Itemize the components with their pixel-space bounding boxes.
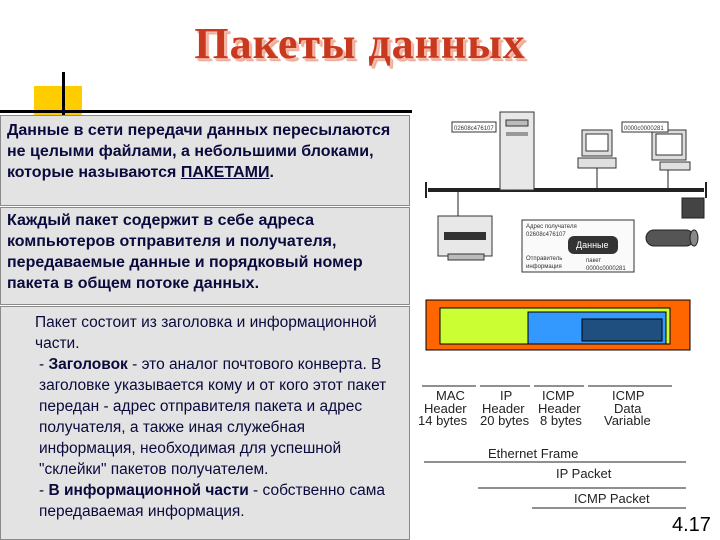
- box3-line1: Пакет состоит из заголовка и информационной части.: [35, 314, 377, 352]
- text-box-packet-structure: [0, 306, 410, 540]
- icmp-packet-label: ICMP Packet: [574, 491, 650, 506]
- envelope-data-text: Данные: [576, 240, 609, 250]
- text-box-packets-definition: [0, 115, 410, 206]
- header-text: - это аналог почтового конверта. В заголовке указывается кому и от кого этот пакет передан - адрес отправителя пакета и адрес получателя, а также иная служебная информация, необходимая для успешной "склейки" пакетов получателем.: [39, 356, 387, 478]
- envelope-line: пакет: [586, 258, 602, 264]
- field-ip-size: 20 bytes: [480, 413, 530, 428]
- ethernet-frame-label: Ethernet Frame: [488, 446, 579, 461]
- box1-text: Данные в сети передачи данных пересылаются не целыми файлами, а небольшими блоками, которые называются: [7, 122, 391, 181]
- packet-inner-block: [582, 319, 662, 341]
- field-icmp-header-size: 8 bytes: [540, 413, 582, 428]
- info-prefix: -: [39, 482, 49, 499]
- field-ip-name: IP: [500, 388, 513, 403]
- packet-structure-diagram: [418, 298, 718, 518]
- field-icmp-data-sub: Data: [614, 401, 642, 416]
- envelope-line: 02608c476107: [526, 232, 566, 238]
- box3-header-part: [35, 354, 399, 480]
- network-diagram: [418, 90, 714, 290]
- info-text: - собственно сама передаваемая информация.: [39, 482, 385, 520]
- address-right-text: 0000c0000281: [624, 126, 664, 132]
- field-icmp-header-name: ICMP: [542, 388, 575, 403]
- printer-icon: [438, 192, 492, 260]
- computer-icon-2: [652, 130, 704, 218]
- address-left-text: 02608c476107: [454, 126, 494, 132]
- envelope-line: 0000c0000281: [586, 266, 626, 272]
- envelope-line: Отправитель: [526, 256, 563, 262]
- header-keyword: Заголовок: [48, 356, 128, 373]
- field-icmp-data-size: Variable: [604, 413, 651, 428]
- field-icmp-data-name: ICMP: [612, 388, 645, 403]
- box1-keyword: ПАКЕТАМИ: [180, 164, 270, 181]
- page-title: Пакеты данных: [194, 19, 526, 68]
- title-divider: [0, 110, 412, 113]
- cable-roll-icon: [646, 230, 698, 246]
- server-tower-icon: [500, 112, 534, 192]
- computer-icon: [578, 130, 616, 188]
- envelope-line: информация: [526, 264, 562, 270]
- network-bus-line: [428, 188, 704, 192]
- field-icmp-header-sub: Header: [538, 401, 581, 416]
- ip-packet-label: IP Packet: [556, 466, 612, 481]
- text-box-packet-contents: [0, 207, 410, 305]
- header-prefix: -: [39, 356, 49, 373]
- field-mac-name: MAC: [436, 388, 465, 403]
- field-ip-sub: Header: [482, 401, 525, 416]
- envelope-line: Адрес получателя: [526, 224, 577, 230]
- field-mac-size: 14 bytes: [418, 413, 468, 428]
- box2-text: Каждый пакет содержит в себе адреса компьютеров отправителя и получателя, передаваемые данные и порядковый номер пакета в общем потоке данных.: [7, 212, 363, 292]
- packet-envelope-icon: [522, 220, 634, 272]
- box1-period: .: [269, 164, 274, 181]
- field-mac-sub: Header: [424, 401, 467, 416]
- info-keyword: В информационной части: [48, 482, 249, 499]
- box3-info-part: [35, 480, 399, 522]
- slide-number: 4.17: [672, 514, 711, 536]
